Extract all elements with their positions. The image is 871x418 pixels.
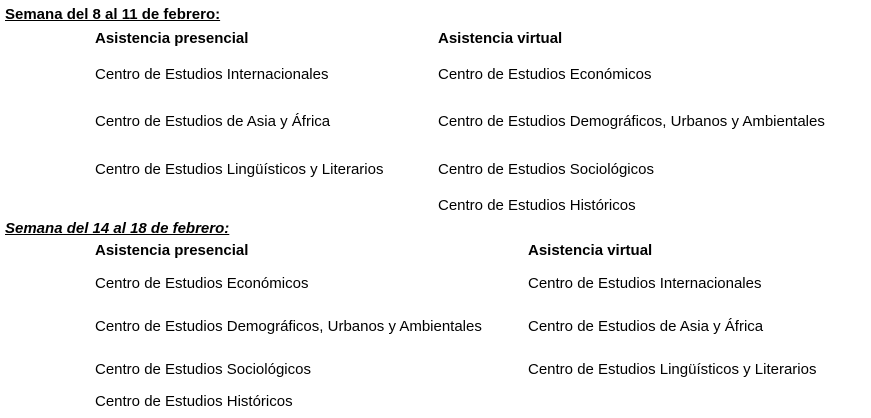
week-1-virtual-item: Centro de Estudios Demográficos, Urbanos y Ambientales [438,113,825,130]
week-2-presencial-item: Centro de Estudios Demográficos, Urbanos y Ambientales [95,318,482,335]
week-1-virtual-title: Asistencia virtual [438,30,563,47]
week-2-virtual-item: Centro de Estudios Lingüísticos y Literarios [528,361,817,378]
week-1-presencial-item: Centro de Estudios Lingüísticos y Literarios [95,161,384,178]
week-1-virtual-item: Centro de Estudios Sociológicos [438,161,654,178]
week-2-presencial-item: Centro de Estudios Históricos [95,393,293,410]
week-2-presencial-title: Asistencia presencial [95,242,249,259]
week-1-presencial-item: Centro de Estudios Internacionales [95,66,329,83]
week-2-presencial-item: Centro de Estudios Económicos [95,275,309,292]
week-2-heading: Semana del 14 al 18 de febrero: [5,220,230,237]
week-1-virtual-item: Centro de Estudios Históricos [438,197,636,214]
week-2-virtual-title: Asistencia virtual [528,242,653,259]
week-1-virtual-item: Centro de Estudios Económicos [438,66,652,83]
week-1-presencial-item: Centro de Estudios de Asia y África [95,113,331,130]
week-1-heading: Semana del 8 al 11 de febrero: [5,6,221,23]
week-2-virtual-item: Centro de Estudios Internacionales [528,275,762,292]
week-2-presencial-item: Centro de Estudios Sociológicos [95,361,311,378]
week-1-presencial-title: Asistencia presencial [95,30,249,47]
week-2-virtual-item: Centro de Estudios de Asia y África [528,318,764,335]
